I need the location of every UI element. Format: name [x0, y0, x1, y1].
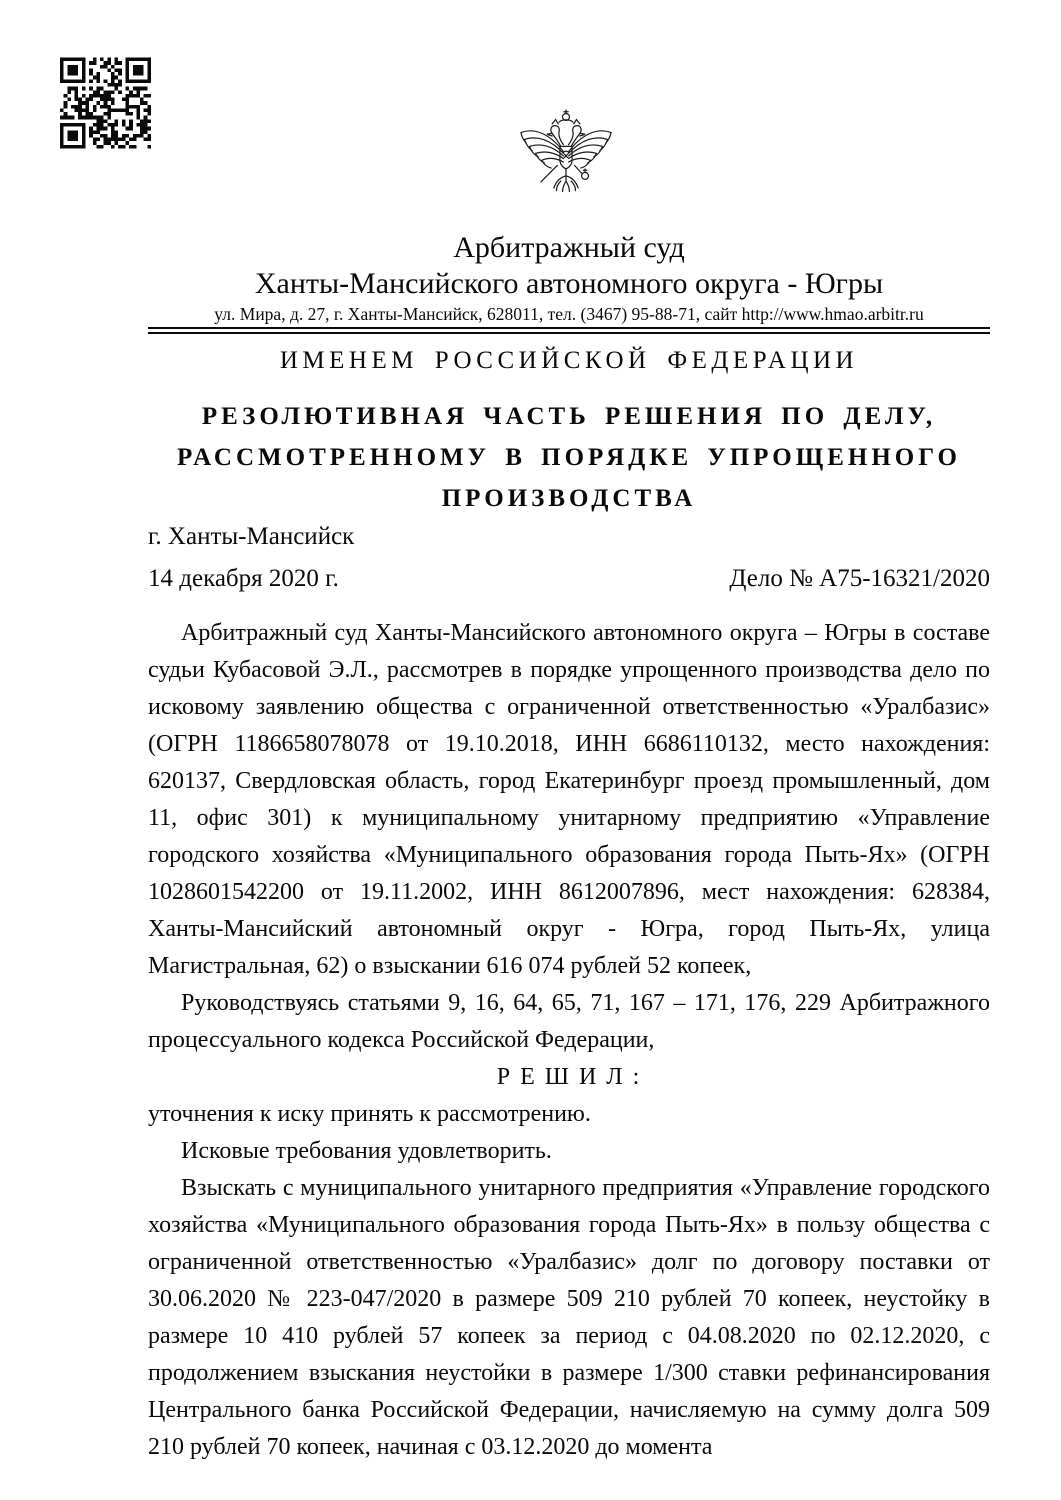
paragraph-claims: Исковые требования удовлетворить.: [181, 1138, 552, 1164]
paragraph-intro: Арбитражный суд Ханты-Мансийского автономного округа – Югры в составе судьи Кубасовой Э.Л., рассмотрев в порядке упрощенного производства дело по исковому заявлению общества с ограниченной ответственностью «Уралбазис» (ОГРН 1186658078078 от 19.10.2018, ИНН 6686110132, место нахождения: 620137, Свердловская область, город Екатеринбург проезд промышленный, дом 11, офис 301) к муниципальному унитарному предприятию «Управление городского хозяйства «Муниципального образования города Пыть-Ях» (ОГРН 1028601542200 от 19.11.2002, ИНН 8612007896, мест нахождения: 628384, Ханты-Мансийский автономный округ - Югра, город Пыть-Ях, улица Магистральная, 62) о взыскании 616 074 рублей 52 копеек,: [148, 620, 990, 979]
document-title-line3: ПРОИЗВОДСТВА: [441, 485, 697, 512]
document-title-line2: РАССМОТРЕННОМУ В ПОРЯДКЕ УПРОЩЕННОГО: [177, 444, 961, 471]
paragraph-clarifications: уточнения к иску принять к рассмотрению.: [148, 1101, 591, 1127]
decision-date: 14 декабря 2020 г.: [148, 565, 339, 592]
qr-code: [60, 57, 151, 149]
case-number: Дело № А75-16321/2020: [729, 565, 990, 592]
resolved-heading: Р Е Ш И Л :: [496, 1064, 642, 1090]
date-case-row: [148, 561, 990, 597]
paragraph-recovery: Взыскать с муниципального унитарного предприятия «Управление городского хозяйства «Муниципального образования города Пыть-Ях» в пользу общества с ограниченной ответственностью «Уралбазис» долг по договору поставки от 30.06.2020 № 223-047/2020 в размере 509 210 рублей 70 копеек, неустойку в размере 10 410 рублей 57 копеек за период с 04.08.2020 по 02.12.2020, с продолжением взыскания неустойки в размере 1/300 ставки рефинансирования Центрального банка Российской Федерации, начисляемую на сумму долга 509 210 рублей 70 копеек, начиная с 03.12.2020 до момента: [148, 1175, 990, 1460]
in-the-name-heading: ИМЕНЕМ РОССИЙСКОЙ ФЕДЕРАЦИИ: [279, 347, 859, 374]
document-title: [148, 396, 990, 519]
place-line: г. Ханты-Мансийск: [148, 523, 355, 550]
court-name-line1: Арбитражный суд: [453, 231, 685, 264]
document-title-line1: РЕЗОЛЮТИВНАЯ ЧАСТЬ РЕШЕНИЯ ПО ДЕЛУ,: [201, 403, 937, 430]
decision-text: [148, 615, 990, 1466]
document-body: [148, 230, 990, 1466]
header-divider: [148, 327, 990, 334]
court-name-line2: Ханты-Мансийского автономного округа - Югры: [254, 267, 884, 300]
court-address: ул. Мира, д. 27, г. Ханты-Мансийск, 628011, тел. (3467) 95-88-71, сайт http://www.hmao.arbitr.ru: [214, 304, 924, 324]
paragraph-guided-by: Руководствуясь статьями 9, 16, 64, 65, 71, 167 – 171, 176, 229 Арбитражного процессуального кодекса Российской Федерации,: [148, 990, 990, 1053]
coat-of-arms-icon: [514, 102, 618, 222]
